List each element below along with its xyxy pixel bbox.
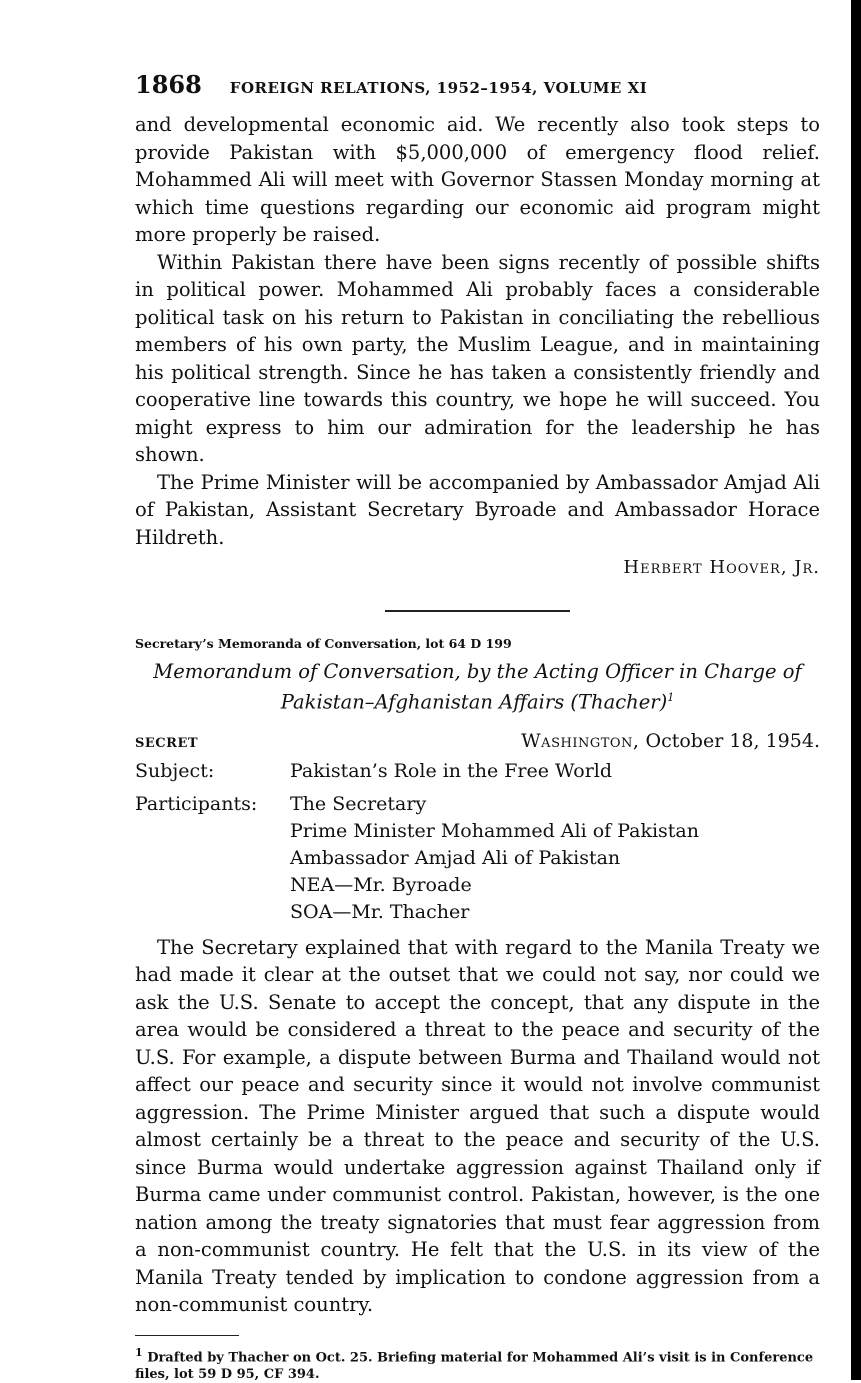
subject: Pakistan’s Role in the Free World (290, 759, 613, 782)
classification: SECRET (135, 735, 199, 751)
signature: Herbert Hoover, Jr. (623, 557, 820, 578)
subject-label: Subject: (135, 759, 215, 782)
memo-title (145, 659, 810, 716)
running-head: FOREIGN RELATIONS, 1952–1954, VOLUME XI (229, 79, 648, 97)
footnote-marker: 1 (135, 1345, 143, 1359)
participants-label: Participants: (135, 792, 258, 815)
participant: Prime Minister Mohammed Ali of Pakistan (290, 819, 700, 842)
document-page (135, 70, 820, 1383)
page-header (135, 70, 820, 99)
paragraph-continued: and developmental economic aid. We recently also took steps to provide Pakistan with $5,000,000 of emergency flood relief. Mohammed Ali will meet with Governor Stassen Monday morning at which time questions regarding our economic aid program might more properly be raised. (135, 113, 820, 246)
footnote-text: Drafted by Thacher on Oct. 25. Briefing material for Mohammed Ali’s visit is in Conference files, lot 59 D 95, CF 394. (135, 1349, 814, 1382)
section-divider (385, 610, 570, 612)
footnote-divider (135, 1335, 239, 1336)
classification-row (135, 730, 820, 752)
participant: The Secretary (290, 792, 427, 815)
date: October 18, 1954. (645, 729, 820, 752)
source-note: Secretary’s Memoranda of Conversation, lot 64 D 199 (135, 636, 512, 651)
paragraph-accompanied: The Prime Minister will be accompanied by Ambassador Amjad Ali of Pakistan, Assistant Secretary Byroade and Ambassador Horace Hildreth. (135, 470, 820, 549)
participant: SOA—Mr. Thacher (290, 900, 470, 923)
page-number: 1868 (135, 70, 202, 99)
memo-title-footnote-ref: 1 (667, 691, 675, 704)
participant: NEA—Mr. Byroade (290, 873, 472, 896)
participants-row (135, 791, 820, 926)
memo-title-text: Memorandum of Conversation, by the Acting Officer in Charge of Pakistan–Afghanistan Affairs (Thacher) (153, 660, 802, 714)
paragraph-political: Within Pakistan there have been signs recently of possible shifts in political power. Mohammed Ali probably faces a considerable political task on his return to Pakistan in conciliating the rebellious members of his own party, the Muslim League, and in maintaining his political strength. Since he has taken a consistently friendly and cooperative line towards this country, we hope he will succeed. You might express to him our admiration for the leadership he has shown. (135, 250, 820, 466)
place-date (521, 730, 820, 752)
page-edge-border (851, 0, 861, 1380)
memo-paragraph: The Secretary explained that with regard to the Manila Treaty we had made it clear at the outset that we could not say, nor could we ask the U.S. Senate to accept the concept, that any dispute in the area would be considered a threat to the peace and security of the U.S. For example, a dispute between Burma and Thailand would not affect our peace and security since it would not involve communist aggression. The Prime Minister argued that such a dispute would almost certainly be a threat to the peace and security of the U.S. since Burma would undertake aggression against Thailand only if Burma came under communist control. Pakistan, however, is the one nation among the treaty signatories that must fear aggression from a non-communist country. He felt that the U.S. in its view of the Manila Treaty tended by implication to condone aggression from a non-communist country. (135, 935, 820, 1316)
subject-row (135, 758, 820, 785)
place: Washington, (521, 729, 640, 752)
participants-list (290, 791, 699, 926)
participant: Ambassador Amjad Ali of Pakistan (290, 846, 621, 869)
footnote (135, 1344, 820, 1383)
